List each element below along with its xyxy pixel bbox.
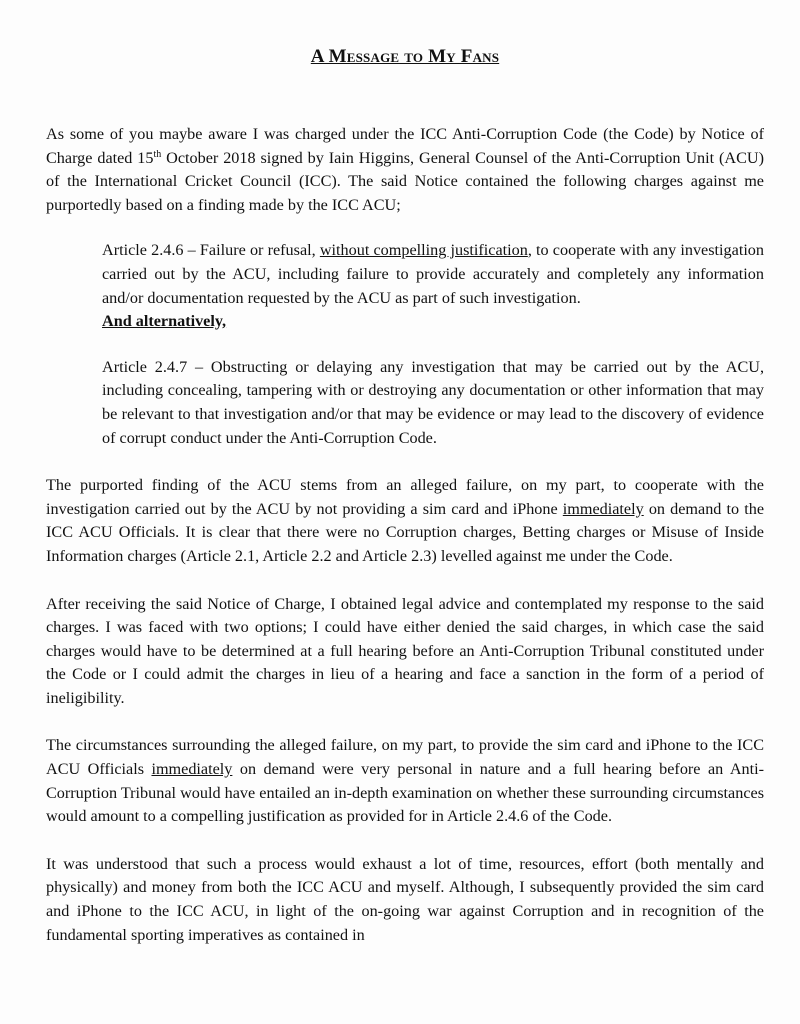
page-title: A Message to My Fans (310, 46, 500, 67)
finding-underlined: immediately (562, 499, 644, 518)
circumstances-underlined: immediately (151, 760, 233, 779)
article-2-4-6 (102, 239, 764, 310)
circumstances-text-2: on demand were very personal in nature and a full hearing before an Anti-Corruption Tribunal would have entailed an in-depth examination on whether these surrounding circumstances would amount to a compelling justification as provided for in Article 2.4.6 of the Code. (46, 760, 764, 826)
charges-block (102, 239, 764, 450)
article-2-4-7: Article 2.4.7 – Obstructing or delaying any investigation that may be carried out by the ACU, including concealing, tampering with or destroying any documentation or other information that may be relevant to that investigation and/or that may be evidence or may lead to the discovery of evidence of corrupt conduct under the Anti-Corruption Code. (102, 357, 764, 447)
finding-text-1: The purported finding of the ACU stems from an alleged failure, on my part, to cooperate with the investigation carried out by the ACU by not providing a sim card and iPhone (46, 476, 764, 518)
circumstances-paragraph (46, 734, 764, 828)
process-paragraph: It was understood that such a process would exhaust a lot of time, resources, effort (both mentally and physically) and money from both the ICC ACU and myself. Although, I subsequently provided the sim card and iPhone to the ICC ACU, in light of the on-going war against Corruption and in recognition of the fundamental sporting imperatives as contained in (46, 854, 764, 944)
intro-text-1: As some of you maybe aware I was charged under the ICC Anti-Corruption Code (the Code) by Notice of Charge dated 15 (46, 125, 764, 167)
article-2-4-6-underlined: without compelling justification (319, 241, 528, 260)
alternatively-heading (102, 310, 764, 334)
article-2-4-6-text-2: , to cooperate with any investigation carried out by the ACU, including failure to provide accurately and completely any information and/or documentation requested by the ACU as part of such investigation. (102, 241, 764, 307)
intro-text-2: October 2018 signed by Iain Higgins, General Counsel of the Anti-Corruption Unit (ACU) of the International Cricket Council (ICC). The said Notice contained the following charges against me purportedly based on a finding made by the ICC ACU; (46, 148, 764, 214)
finding-text-2: on demand to the ICC ACU Officials. It is clear that there were no Corruption charges, Betting charges or Misuse of Inside Information charges (Article 2.1, Article 2.2 and Article 2.3) levelled against me under the Code. (46, 499, 765, 565)
circumstances-text-1: The circumstances surrounding the alleged failure, on my part, to provide the sim card and iPhone to the ICC ACU Officials (46, 736, 764, 779)
article-2-4-6-text-1: Article 2.4.6 – Failure or refusal, (102, 241, 320, 260)
ordinal-suffix: th (153, 148, 162, 160)
legal-advice-paragraph: After receiving the said Notice of Charge, I obtained legal advice and contemplated my response to the said charges. I was faced with two options; I could have either denied the said charges, in which case the said charges would have to be determined at a full hearing before an Anti-Corruption Tribunal constituted under the Code or I could admit the charges in lieu of a hearing and face a sanction in the form of a period of ineligibility. (46, 594, 764, 707)
alternatively-text: And alternatively, (102, 312, 227, 331)
finding-paragraph (46, 474, 764, 568)
intro-paragraph (46, 123, 764, 217)
